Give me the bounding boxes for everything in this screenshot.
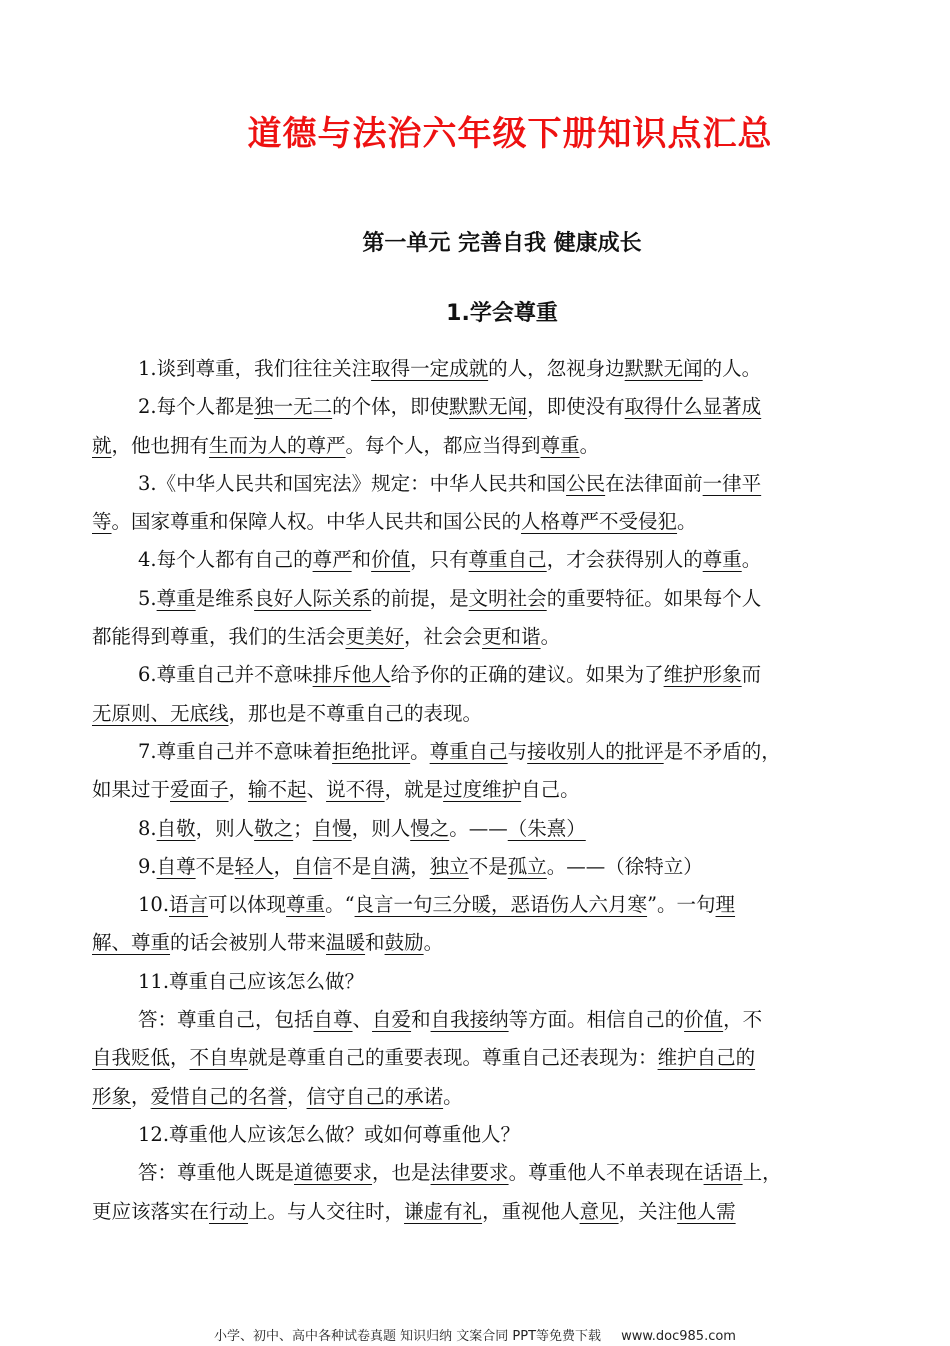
text-segment: 、 xyxy=(352,1008,373,1032)
underlined-keyword: 默默无闻 xyxy=(624,357,703,380)
text-segment: 7.尊重自己并不意味着 xyxy=(138,739,333,763)
text-line xyxy=(92,810,862,848)
text-segment: 10. xyxy=(138,893,170,917)
text-line xyxy=(92,503,862,541)
underlined-keyword: 更和谐 xyxy=(482,625,541,649)
text-line xyxy=(92,350,862,388)
underlined-keyword: 自满 xyxy=(371,854,411,878)
text-segment: 、 xyxy=(306,778,327,802)
text-segment: 是不矛盾的， xyxy=(663,739,781,763)
underlined-keyword: 无原则、无底线 xyxy=(92,701,229,725)
text-segment: ， xyxy=(287,1084,307,1108)
underlined-keyword: 道德要求 xyxy=(294,1161,373,1185)
text-segment: 上， xyxy=(742,1161,782,1185)
text-segment: 5. xyxy=(138,586,157,610)
text-segment: ，重视他人 xyxy=(482,1199,580,1223)
underlined-keyword: 语言 xyxy=(169,893,209,917)
underlined-keyword: 人格尊严不受侵犯 xyxy=(521,510,678,534)
underlined-keyword: 鼓励 xyxy=(384,931,424,955)
underlined-keyword: 尊严 xyxy=(312,548,352,572)
underlined-keyword: 不自卑 xyxy=(189,1046,249,1070)
underlined-keyword: 谦虚有礼 xyxy=(404,1199,483,1223)
text-segment: 等方面。相信自己的 xyxy=(508,1008,685,1032)
underlined-keyword: 接收别人的批评 xyxy=(527,739,664,763)
text-segment: 。国家尊重和保障人权。中华人民共和国公民的 xyxy=(111,510,522,534)
text-segment: ， xyxy=(131,1084,151,1108)
text-segment: ，就是 xyxy=(384,778,444,802)
underlined-keyword: 尊重 xyxy=(540,433,580,457)
text-segment: 。 xyxy=(443,1084,463,1108)
underlined-keyword: 自尊 xyxy=(313,1008,353,1032)
text-segment: ”。一句 xyxy=(647,893,716,917)
text-segment: 。每个人，都应当得到 xyxy=(345,433,541,457)
footer xyxy=(0,1325,950,1344)
text-segment: ，则人 xyxy=(351,816,411,840)
text-segment: 如果过于 xyxy=(92,778,171,802)
text-segment: 和 xyxy=(365,931,385,955)
text-segment: ，则人 xyxy=(195,816,255,840)
underlined-keyword: 维护自己的 xyxy=(657,1046,756,1070)
text-line xyxy=(92,924,862,962)
text-segment: 更应该落实在 xyxy=(92,1199,210,1223)
text-line xyxy=(92,695,862,733)
text-segment: 2.每个人都是 xyxy=(138,395,255,419)
text-segment: 自己。 xyxy=(521,778,580,802)
text-segment: 11.尊重自己应该怎么做？ xyxy=(138,969,365,993)
text-segment: 。 xyxy=(741,548,762,572)
underlined-keyword: 慢之 xyxy=(410,816,450,840)
underlined-keyword: 一律平 xyxy=(702,471,762,495)
underlined-keyword: 自慢 xyxy=(312,816,352,840)
text-segment: 和 xyxy=(411,1008,431,1032)
underlined-keyword: 尊重自己 xyxy=(468,548,547,572)
underlined-keyword: 意见 xyxy=(579,1199,619,1223)
text-segment: 的人。 xyxy=(702,357,762,380)
underlined-keyword: 解、尊重 xyxy=(92,931,171,955)
text-segment: ，那也是不尊重自己的表现。 xyxy=(228,701,483,725)
text-line xyxy=(92,618,862,656)
text-line xyxy=(92,733,862,771)
text-segment: ， xyxy=(170,1046,190,1070)
text-segment: 。——（徐特立） xyxy=(546,854,703,878)
text-segment: 上。与人交往时， xyxy=(248,1199,405,1223)
footer-url: www.doc985.com xyxy=(621,1329,736,1344)
text-segment: 的个体，即使 xyxy=(332,395,450,419)
text-line xyxy=(92,1039,862,1077)
underlined-keyword: 就 xyxy=(92,433,112,457)
underlined-keyword: 爱面子 xyxy=(170,778,229,802)
text-line xyxy=(92,1154,862,1192)
underlined-keyword: 自我贬低 xyxy=(92,1046,171,1070)
text-segment: 的话会被别人带来 xyxy=(170,931,327,955)
underlined-keyword: 信守自己的承诺 xyxy=(306,1084,444,1108)
text-segment: ， xyxy=(273,854,294,878)
underlined-keyword: 排斥他人 xyxy=(312,663,391,687)
underlined-keyword: 独一无二 xyxy=(254,395,333,419)
text-segment: 就是尊重自己的重要表现。尊重自己还表现为： xyxy=(248,1046,658,1070)
text-segment: 。 xyxy=(540,625,561,649)
text-segment: 12.尊重他人应该怎么做？或如何尊重他人？ xyxy=(138,1122,521,1146)
text-segment: 9. xyxy=(138,854,157,878)
text-line xyxy=(92,1193,862,1231)
underlined-keyword: 轻人 xyxy=(234,854,274,878)
underlined-keyword: 取得什么显著成 xyxy=(624,395,762,419)
underlined-keyword: 自我接纳 xyxy=(430,1008,509,1032)
footer-text: 小学、初中、高中各种试卷真题 知识归纳 文案合同 PPT等免费下载 xyxy=(214,1329,602,1344)
text-segment: 。 xyxy=(410,739,430,763)
body-text xyxy=(92,350,862,1231)
underlined-keyword: 尊重 xyxy=(702,548,742,572)
unit-heading: 第一单元 完善自我 健康成长 xyxy=(362,231,642,256)
underlined-keyword: 自爱 xyxy=(372,1008,412,1032)
underlined-keyword: 自信 xyxy=(293,854,333,878)
text-segment: ， xyxy=(228,778,249,802)
underlined-keyword: 默默无闻 xyxy=(449,395,528,419)
underlined-keyword: 话语 xyxy=(703,1161,743,1185)
underlined-keyword: 他人需 xyxy=(677,1199,736,1223)
text-segment: 和 xyxy=(351,548,372,572)
underlined-keyword: 输不起 xyxy=(248,778,307,802)
underlined-keyword: 说不得 xyxy=(326,778,385,802)
text-segment: ，社会会 xyxy=(404,625,483,649)
underlined-keyword: （朱熹） xyxy=(507,816,586,840)
lesson-heading: 1.学会尊重 xyxy=(446,301,558,326)
text-segment: 。 xyxy=(579,433,600,457)
text-segment: 。 xyxy=(423,931,444,955)
text-segment: ，才会获得别人的 xyxy=(546,548,703,572)
underlined-keyword: 自敬 xyxy=(156,816,196,840)
underlined-keyword: 良好人际关系 xyxy=(254,586,372,610)
text-segment: 答：尊重他人既是 xyxy=(138,1161,295,1185)
text-segment: 不是 xyxy=(332,854,372,878)
text-segment: 可以体现 xyxy=(208,893,287,917)
text-segment: 。 xyxy=(677,510,697,534)
text-line xyxy=(92,1116,862,1154)
underlined-keyword: 拒绝批评 xyxy=(332,739,411,763)
text-line xyxy=(92,1078,862,1116)
text-segment: ， xyxy=(410,854,430,878)
text-segment: 3.《中华人民共和国宪法》规定：中华人民共和国 xyxy=(138,471,567,495)
text-segment: ，即使没有 xyxy=(527,395,625,419)
text-segment: 都能得到尊重，我们的生活会 xyxy=(92,625,346,649)
text-segment: ，他也拥有 xyxy=(111,433,210,457)
text-segment: 的前提，是 xyxy=(371,586,469,610)
text-line xyxy=(92,886,862,924)
text-segment: 1.谈到尊重，我们往往关注 xyxy=(138,357,372,380)
text-line xyxy=(92,541,862,579)
underlined-keyword: 过度维护 xyxy=(443,778,522,802)
text-segment: 。“ xyxy=(325,893,355,917)
underlined-keyword: 价值 xyxy=(371,548,411,572)
text-segment: 8. xyxy=(138,816,157,840)
underlined-keyword: 文明社会 xyxy=(468,586,547,610)
underlined-keyword: 爱惜自己的名誉 xyxy=(150,1084,288,1108)
underlined-keyword: 敬之 xyxy=(254,816,294,840)
underlined-keyword: 生而为人的尊严 xyxy=(209,433,346,457)
text-line xyxy=(92,963,862,1001)
underlined-keyword: 孤立 xyxy=(507,854,547,878)
text-segment: ，只有 xyxy=(410,548,469,572)
text-segment: 6.尊重自己并不意味 xyxy=(138,663,313,687)
text-segment: 答：尊重自己，包括 xyxy=(138,1008,314,1032)
underlined-keyword: 尊重 xyxy=(156,586,196,610)
underlined-keyword: 价值 xyxy=(684,1008,724,1032)
text-line xyxy=(92,427,862,465)
text-segment: 而 xyxy=(741,663,762,687)
underlined-keyword: 形象 xyxy=(92,1084,132,1108)
text-segment: 。尊重他人不单表现在 xyxy=(508,1161,704,1185)
text-segment: 在法律面前 xyxy=(605,471,703,495)
text-line xyxy=(92,1001,862,1039)
text-segment: 的重要特征。如果每个人 xyxy=(546,586,762,610)
text-segment: ，不 xyxy=(723,1008,763,1032)
underlined-keyword: 良言一句三分暖，恶语伤人六月寒 xyxy=(354,893,648,917)
text-segment: ； xyxy=(293,816,313,840)
text-line xyxy=(92,388,862,426)
text-line xyxy=(92,465,862,503)
text-segment: 的人，忽视身边 xyxy=(488,357,625,380)
document-title: 道德与法治六年级下册知识点汇总 xyxy=(247,114,773,154)
underlined-keyword: 尊重 xyxy=(286,893,326,917)
text-segment: 是维系 xyxy=(195,586,255,610)
underlined-keyword: 取得一定成就 xyxy=(371,357,489,380)
text-line xyxy=(92,580,862,618)
underlined-keyword: 温暖 xyxy=(326,931,366,955)
text-line xyxy=(92,771,862,809)
underlined-keyword: 独立 xyxy=(429,854,469,878)
underlined-keyword: 行动 xyxy=(209,1199,249,1223)
underlined-keyword: 维护形象 xyxy=(663,663,742,687)
text-segment: 4.每个人都有自己的 xyxy=(138,548,313,572)
text-segment: 。—— xyxy=(449,816,508,840)
underlined-keyword: 自尊 xyxy=(156,854,196,878)
text-segment: 与 xyxy=(507,739,528,763)
underlined-keyword: 法律要求 xyxy=(430,1161,509,1185)
underlined-keyword: 理 xyxy=(715,893,736,917)
underlined-keyword: 尊重自己 xyxy=(429,739,508,763)
text-line xyxy=(92,656,862,694)
text-segment: 不是 xyxy=(468,854,508,878)
underlined-keyword: 公民 xyxy=(566,471,606,495)
text-segment: 不是 xyxy=(195,854,235,878)
text-line xyxy=(92,848,862,886)
text-segment: 给予你的正确的建议。如果为了 xyxy=(390,663,664,687)
underlined-keyword: 更美好 xyxy=(345,625,405,649)
underlined-keyword: 等 xyxy=(92,510,112,534)
text-segment: ，关注 xyxy=(618,1199,678,1223)
text-segment: ，也是 xyxy=(372,1161,431,1185)
